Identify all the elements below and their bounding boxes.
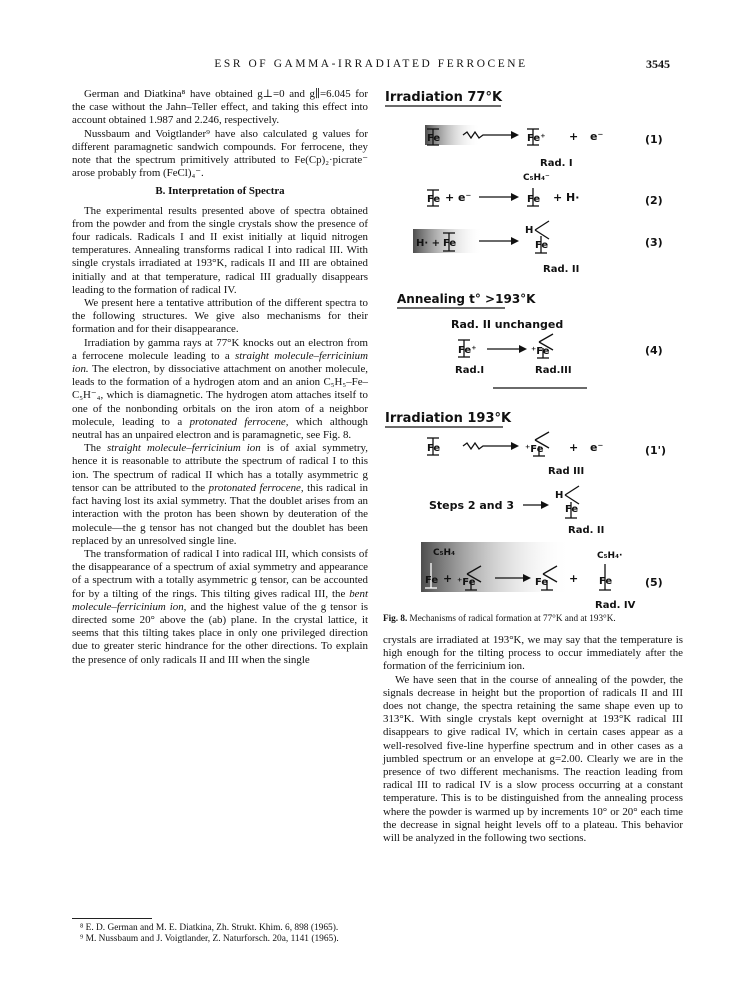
equation-number: (4) <box>645 344 663 357</box>
section-label-193k: Irradiation 193°K <box>385 411 512 426</box>
fe-plus-label: Fe⁺ <box>527 133 546 144</box>
emphasis-term: bent molecule–ferricinium ion, <box>72 587 368 613</box>
left-column <box>72 88 368 988</box>
mechanism-diagram <box>383 88 683 613</box>
reagents-label: + e⁻ <box>445 191 472 204</box>
emphasis-term: straight molecule–ferricinium ion <box>107 442 261 455</box>
h-plus-label: H· + <box>416 238 441 249</box>
plus-sign: + <box>569 441 579 454</box>
fe-label: Fe <box>427 443 441 454</box>
arrow-head <box>519 345 527 353</box>
footnote-rule <box>72 918 152 919</box>
fe-label: Fe <box>599 576 613 587</box>
radical-label: Rad.I <box>455 365 485 376</box>
text-run: this radical in fact having lost its axial symmetry. That the doublet arises from an interaction with the proton has been shown by deuteration of the molecule—the g tensor has not changed but the doublet has been replaced by an unresolved single line. <box>72 481 368 547</box>
paragraph-continuation: crystals are irradiated at 193°K, we may say that the temperature is high enough for the tilting process to occur immediately after the formation of the ferricinium ion. <box>383 634 683 673</box>
electron-label: e⁻ <box>590 130 604 143</box>
section-heading: B. Interpretation of Spectra <box>155 185 285 198</box>
paragraph-results: The experimental results presented above of spectra obtained from the powder and from the single crystals show the presence of four radicals. Radicals I and II exist initially at liquid nitrogen temperatures. Annealing transforms radical I into radical III. With single crystals irradiated at 193°K, radicals II and III are obtained initially and at that temperature, radical III gradually disappears leading to the formation of radical IV. <box>72 204 368 296</box>
emphasis-term: protonated ferrocene, <box>208 481 304 494</box>
fe-label: Fe <box>527 194 541 205</box>
equation-number: (5) <box>645 576 663 589</box>
footnote-8: ⁸ E. D. German and M. E. Diatkina, Zh. Strukt. Khim. 6, 898 (1965). <box>80 923 339 933</box>
arrow-head <box>511 131 519 139</box>
c5h4-label: C₅H₄ <box>433 548 456 558</box>
fe-plus-label: ⁺Fe <box>457 577 476 588</box>
fe-label: Fe <box>427 133 441 144</box>
radical-label: Rad III <box>548 466 585 477</box>
paragraph-irradiation <box>72 337 368 443</box>
equation-number: (2) <box>645 194 663 207</box>
equation-number: (3) <box>645 236 663 249</box>
paragraph-german-diatkina: German and Diatkina⁸ have obtained g⊥=0 and g∥=6.045 for the case without the Jahn–Teller effect, and taking this effect into account obtained 1.987 and 2.246, respectively. <box>72 88 368 127</box>
radical-label: Rad. II <box>568 525 605 536</box>
fe-label: Fe <box>535 577 549 588</box>
paragraph-transformation <box>72 548 368 667</box>
h-label: H <box>525 225 534 236</box>
radical-label: Rad. IV <box>595 600 636 611</box>
plus-sign: + <box>569 572 579 585</box>
figure-8 <box>383 88 683 633</box>
fe-plus-label: ⁺Fe <box>531 346 550 357</box>
section-label-77k: Irradiation 77°K <box>385 90 503 105</box>
figure-caption <box>383 613 683 624</box>
c5h4-radical-label: C₅H₄· <box>597 551 623 561</box>
paragraph-attribution: We present here a tentative attribution of the different spectra to the following structures. We give also mechanisms for their formation and for their disappearance. <box>72 297 368 336</box>
arrow-head <box>511 237 519 245</box>
h-label: H <box>555 490 564 501</box>
caption-label: Fig. 8. <box>383 613 408 623</box>
paragraph-symmetry <box>72 442 368 548</box>
emphasis-term: straight molecule–ferricinium ion. <box>72 349 368 376</box>
text-run: and the highest value of the g tensor is directed some 20° above the (ab) plane. In the crystal lattice, it seems that this tilting takes place in only one privileged direction due to greater steric hindrance for the other directions. To explain the presence of only radicals II and III when the single <box>72 600 369 666</box>
paragraph-annealing: We have seen that in the course of annealing of the powder, the signals decrease in height but the proportion of radicals II and III does not change, the spectra retaining the same shape even up to 313°K. With single crystals kept overnight at 193°K radical III disappears to give radical IV, which in certain cases appear as a well-resolved five-line hyperfine spectrum and in other cases as a jumbled spectrum or an envelope at g=2.00. Clearly we are in the presence of two different mechanisms. The reaction leading from radical III to radical IV is a slow process occurring at a constant temperature. This is to be distinguished from the annealing process where the powder is warmed up by increments 10° or 20° each time the decrease in signal height levels off to a plateau. This behavior will be analyzed in the following two sections. <box>383 673 683 845</box>
radical-label: Rad. I <box>540 158 573 169</box>
arrow-head <box>511 193 519 201</box>
emphasis-term: protonated ferrocene, <box>189 415 289 428</box>
fe-label: Fe <box>427 194 441 205</box>
text-run: Irradiation by gamma rays at 77°K knocks out an electron from a ferrocene molecule leading to a <box>72 336 368 362</box>
arrow-head <box>541 501 549 509</box>
fe-label: Fe <box>535 240 549 251</box>
wavy-arrow <box>463 443 511 449</box>
fe-label: Fe <box>443 238 457 249</box>
page-number: 3545 <box>646 57 670 71</box>
plus-sign: + <box>443 572 453 585</box>
text-run: The electron, by dissociative attachment on another molecule, leads to the formation of a hydrogen atom and an anion C₅H₅–Fe–C₅H⁻₄, which is diamagnetic. The hydrogen atom attaches itself to one of the nonbonding orbitals on the iron atom of a neighbor molecule, leading to a <box>72 363 368 428</box>
equation-number: (1') <box>645 444 667 457</box>
radical-label: Rad. II <box>543 264 580 275</box>
running-header <box>0 58 748 78</box>
right-column <box>383 634 683 845</box>
hydrogen-atom-label: + H· <box>553 191 580 204</box>
footnotes <box>72 923 368 945</box>
radical-label: Rad.III <box>535 365 572 376</box>
annealing-label: Annealing t° >193°K <box>397 292 536 306</box>
footnote-9: ⁹ M. Nussbaum and J. Voigtlander, Z. Naturforsch. 20a, 1141 (1965). <box>80 934 339 945</box>
text-run: The transformation of radical I into radical III, which consists of the disappearance of a spectrum of axial symmetry and appearance of a spectrum with a totally asymmetric g tensor, can be accounted for by a tilting of the rings. This tilting gives radical III, the <box>72 547 368 600</box>
fe-label: Fe <box>565 504 579 515</box>
running-title: ESR OF GAMMA-IRRADIATED FERROCENE <box>214 58 528 70</box>
equation-number: (1) <box>645 133 663 146</box>
caption-text: Mechanisms of radical formation at 77°K and at 193°K. <box>407 613 616 623</box>
text-run: The <box>84 442 107 455</box>
fe-plus-label: ⁺Fe <box>525 444 544 455</box>
paragraph-nussbaum: Nussbaum and Voigtlander⁹ have also calculated g values for different paramagnetic sandwich compounds. For ferrocene, they note that the spectrum primitively attributed to Fe(Cp)₂·picrate⁻ arose probably from (FeCl)₄⁻. <box>72 127 368 180</box>
c5h4-label: C₅H₄⁻ <box>523 173 550 183</box>
text-run: is of axial symmetry, hence it is reasonable to attribute the spectrum of radical I to this ion. The spectrum of radical II which has a totally asymmetric g tensor can be attributed to the <box>72 442 368 494</box>
arrow-head <box>511 442 519 450</box>
electron-label: e⁻ <box>590 441 604 454</box>
steps-label: Steps 2 and 3 <box>429 499 514 512</box>
text-run: which although neutral has an unpaired electron and is paramagnetic, see Fig. 8. <box>72 415 368 442</box>
annealing-note: Rad. II unchanged <box>451 318 564 331</box>
fe-label: Fe <box>425 575 439 586</box>
plus-sign: + <box>569 130 579 143</box>
fe-plus-label: Fe⁺ <box>458 345 477 356</box>
